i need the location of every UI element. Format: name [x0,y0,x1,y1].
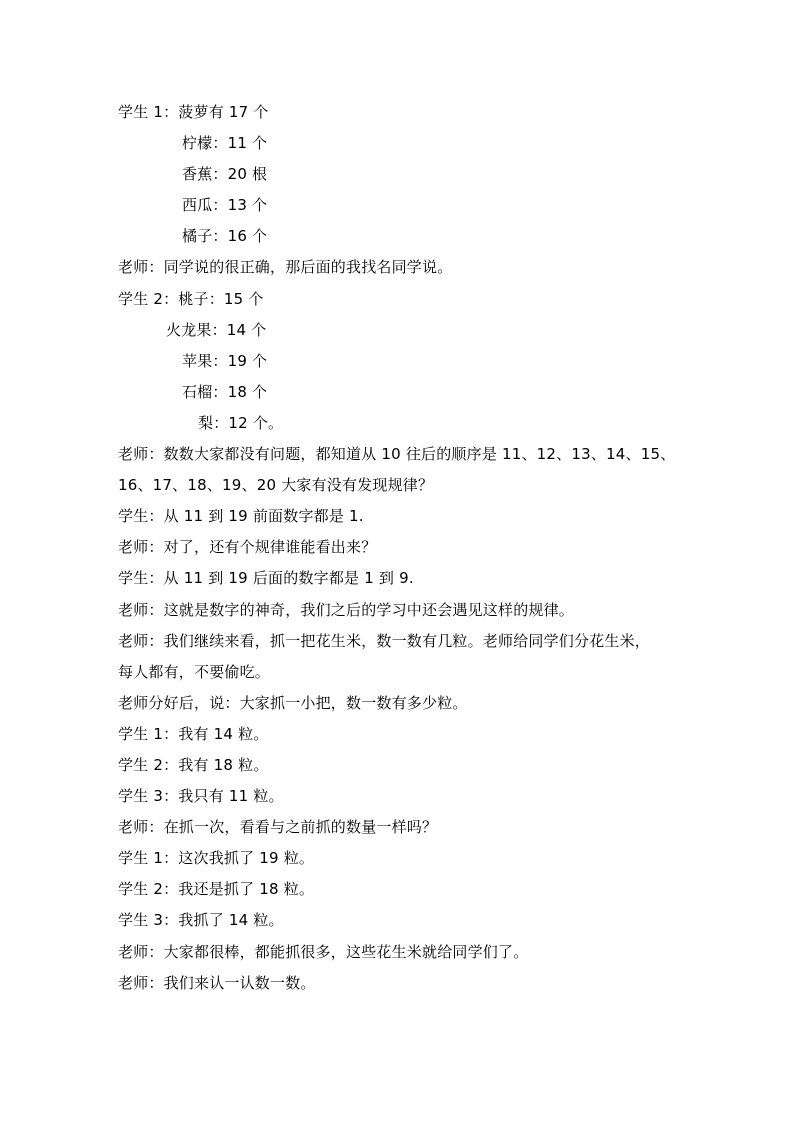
text-line: 学生：从 11 到 19 前面数字都是 1. [118,507,364,526]
text-line: 苹果：19 个 [182,351,268,370]
text-line: 学生 2：桃子：15 个 [118,289,264,308]
text-line: 橘子：16 个 [182,227,268,246]
text-line: 每人都有，不要偷吃。 [118,662,271,681]
text-line: 学生 2：我还是抓了 18 粒。 [118,880,315,899]
text-line: 老师：对了，还有个规律谁能看出来？ [118,538,377,557]
text-line: 老师：同学说的很正确，那后面的我找名同学说。 [118,258,453,277]
text-line: 石榴：18 个 [182,382,268,401]
text-line: 16、17、18、19、20 大家有没有发现规律？ [118,476,434,495]
text-line: 火龙果：14 个 [166,320,267,339]
text-line: 老师：这就是数字的神奇，我们之后的学习中还会遇见这样的规律。 [118,600,575,619]
text-line: 学生 2：我有 18 粒。 [118,755,269,774]
text-line: 梨：12 个。 [198,413,284,432]
text-line: 学生 3：我只有 11 粒。 [118,787,284,806]
text-line: 学生 3：我抓了 14 粒。 [118,911,284,930]
text-line: 学生 1：菠萝有 17 个 [118,103,269,121]
text-line: 老师：在抓一次，看看与之前抓的数量一样吗？ [118,818,438,837]
text-line: 老师：大家都很棒，都能抓很多，这些花生米就给同学们了。 [118,942,529,961]
text-line: 老师：我们继续来看，抓一把花生米，数一数有几粒。老师给同学们分花生米， [118,631,651,650]
document-body [118,97,678,999]
text-line: 学生：从 11 到 19 后面的数字都是 1 到 9. [118,569,414,588]
text-line: 学生 1：我有 14 粒。 [118,724,269,743]
text-line: 老师分好后，说：大家抓一小把，数一数有多少粒。 [118,693,468,712]
text-line: 老师：我们来认一认数一数。 [118,973,316,992]
text-line: 香蕉：20 根 [182,165,268,184]
text-line: 柠檬：11 个 [182,134,268,153]
text-line: 老师：数数大家都没有问题，都知道从 10 往后的顺序是 11、12、13、14、15、 [118,445,676,464]
text-line: 西瓜：13 个 [182,196,268,215]
text-line: 学生 1：这次我抓了 19 粒。 [118,849,315,868]
